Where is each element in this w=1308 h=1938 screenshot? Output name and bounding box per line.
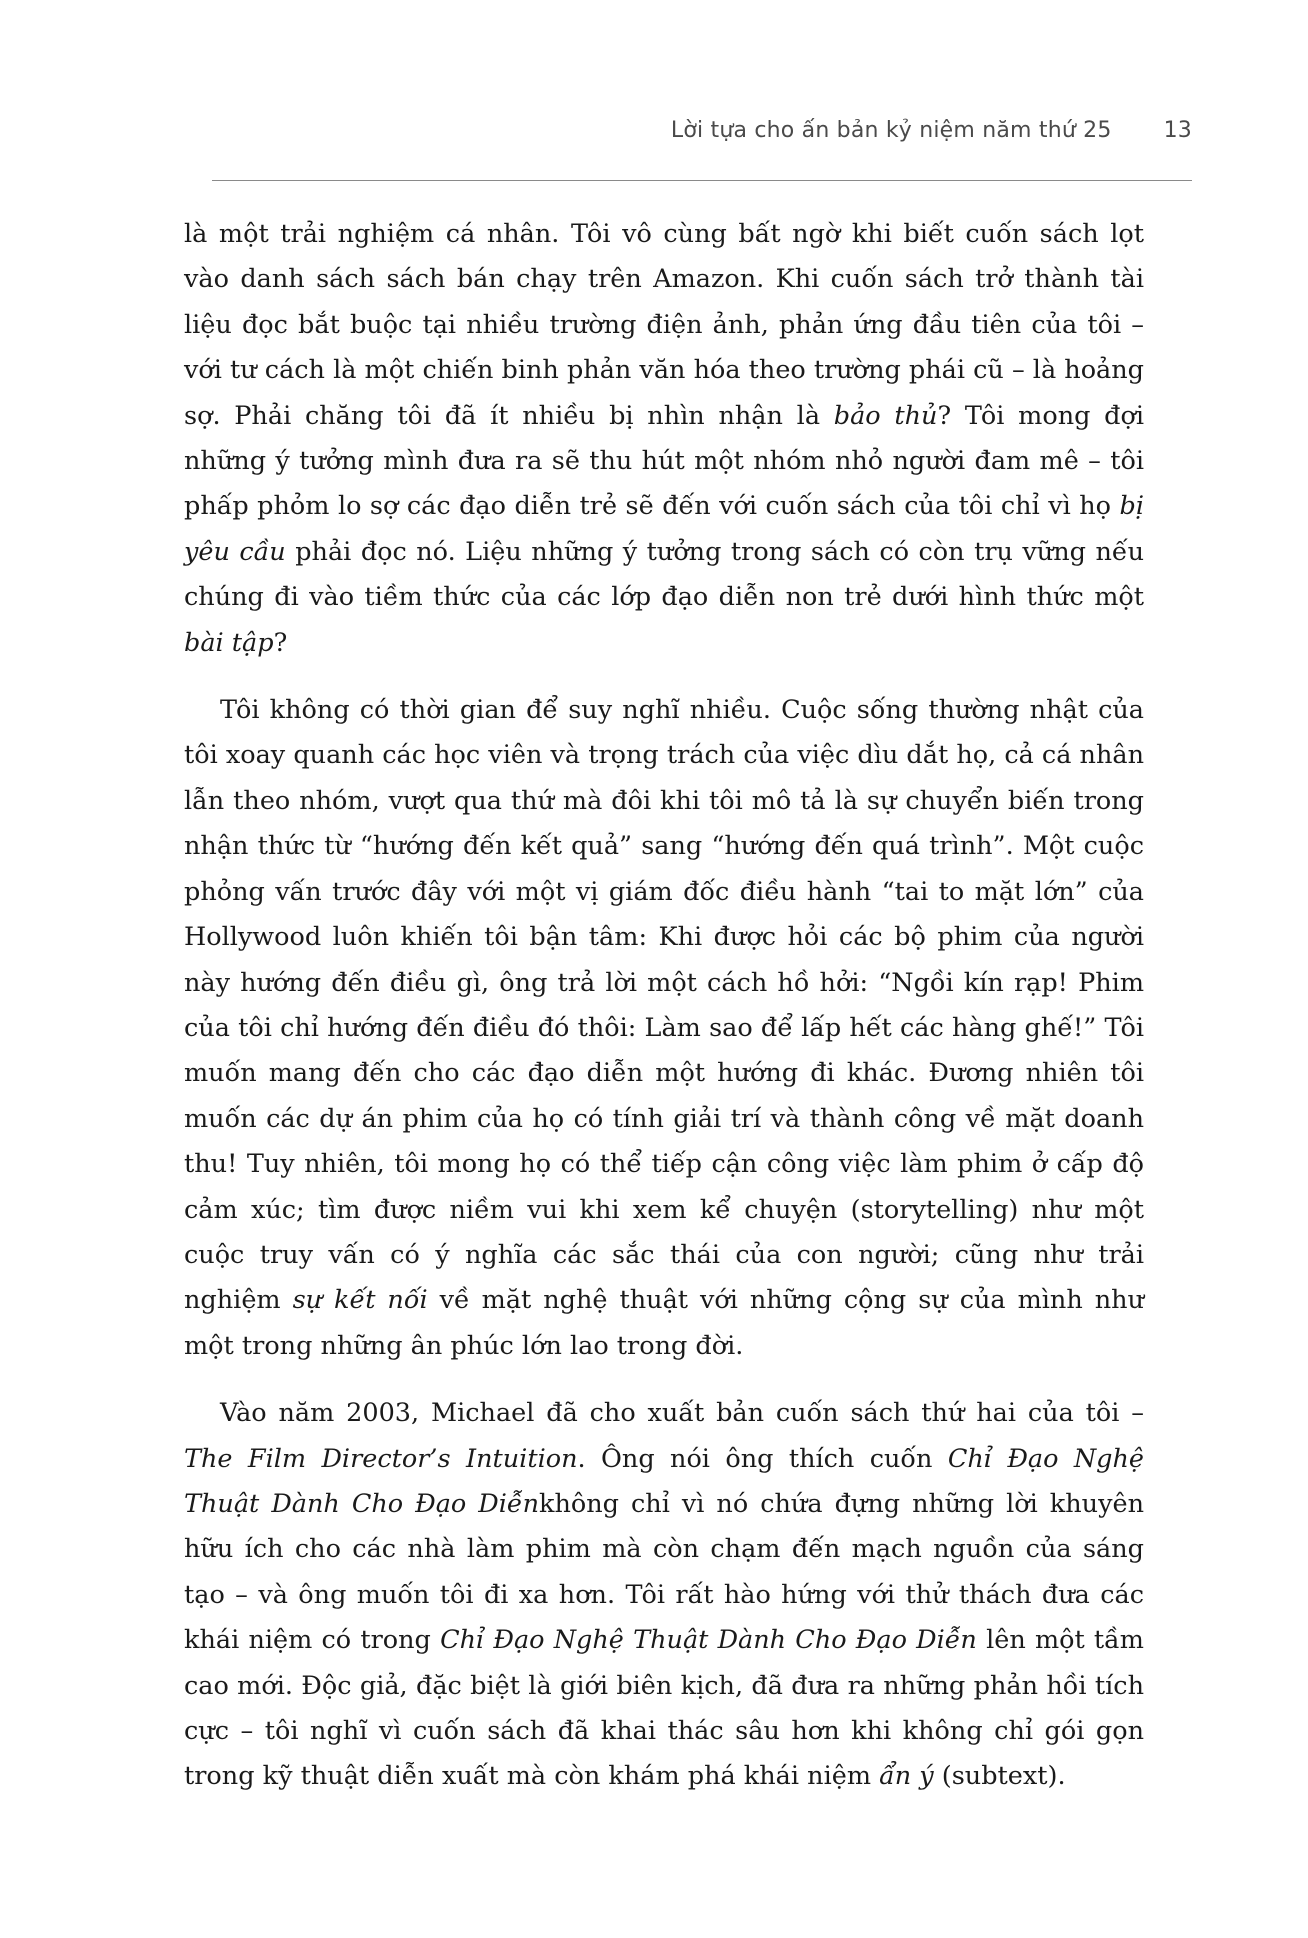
italic-text: sự kết nối	[292, 1285, 428, 1316]
page-number: 13	[1163, 118, 1192, 143]
text-run: Vào năm 2003, Michael đã cho xuất bản cuốn sách thứ hai của tôi –	[220, 1398, 1144, 1429]
text-run: là một trải nghiệm cá nhân. Tôi vô cùng bất ngờ khi biết cuốn sách lọt vào danh sách sách bán chạy trên Amazon. Khi cuốn sách trở thành tài liệu đọc bắt buộc tại nhiều trường điện ảnh, phản ứng đầu tiên của tôi – với tư cách là một chiến binh phản văn hóa theo trường phái cũ – là hoảng sợ. Phải chăng tôi đã ít nhiều bị nhìn nhận là	[184, 219, 1144, 431]
italic-text: ẩn ý	[879, 1761, 934, 1792]
text-run: không chỉ vì nó chứa đựng những lời khuyên hữu ích cho các nhà làm phim mà còn chạm đến mạch nguồn của sáng tạo – và ông muốn tôi đi xa hơn. Tôi rất hào hứng với thử thách đưa các khái niệm có trong	[184, 1488, 1144, 1656]
italic-text: Chỉ Đạo Nghệ Thuật Dành Cho Đạo Diễn	[184, 1443, 1144, 1519]
text-run: ?	[273, 627, 288, 658]
italic-text: bảo thủ	[833, 400, 938, 431]
paragraph-2	[184, 688, 1144, 1369]
text-run: . Ông nói ông thích cuốn	[577, 1443, 948, 1474]
text-run: lên một tầm cao mới. Độc giả, đặc biệt là giới biên kịch, đã đưa ra những phản hồi tích cực – tôi nghĩ vì cuốn sách đã khai thác sâu hơn khi không chỉ gói gọn trong kỹ thuật diễn xuất mà còn khám phá khái niệm	[184, 1625, 1144, 1792]
text-run: Tôi không có thời gian để suy nghĩ nhiều. Cuộc sống thường nhật của tôi xoay quanh các học viên và trọng trách của việc dìu dắt họ, cả cá nhân lẫn theo nhóm, vượt qua thứ mà đôi khi tôi mô tả là sự chuyển biến trong nhận thức từ “hướng đến kết quả” sang “hướng đến quá trình”. Một cuộc phỏng vấn trước đây với một vị giám đốc điều hành “tai to mặt lớn” của Hollywood luôn khiến tôi bận tâm: Khi được hỏi các bộ phim của người này hướng đến điều gì, ông trả lời một cách hồ hởi: “Ngồi kín rạp! Phim của tôi chỉ hướng đến điều đó thôi: Làm sao để lấp hết các hàng ghế!” Tôi muốn mang đến cho các đạo diễn một hướng đi khác. Đương nhiên tôi muốn các dự án phim của họ có tính giải trí và thành công về mặt doanh thu! Tuy nhiên, tôi mong họ có thể tiếp cận công việc làm phim ở cấp độ cảm xúc; tìm được niềm vui khi xem kể chuyện (storytelling) như một cuộc truy vấn có ý nghĩa các sắc thái của con người; cũng như trải nghiệm	[184, 695, 1144, 1316]
header-divider	[212, 180, 1192, 181]
italic-text: Chỉ Đạo Nghệ Thuật Dành Cho Đạo Diễn	[440, 1625, 977, 1656]
text-run: phải đọc nó. Liệu những ý tưởng trong sách có còn trụ vững nếu chúng đi vào tiềm thức của các lớp đạo diễn non trẻ dưới hình thức một	[184, 536, 1145, 613]
text-run: ? Tôi mong đợi những ý tưởng mình đưa ra sẽ thu hút một nhóm nhỏ người đam mê – tôi phấp phỏm lo sợ các đạo diễn trẻ sẽ đến với cuốn sách của tôi chỉ vì họ	[184, 400, 1145, 522]
italic-text: bài tập	[184, 627, 274, 658]
body-text	[184, 212, 1144, 1822]
paragraph-3	[184, 1391, 1144, 1800]
running-header-title: Lời tựa cho ấn bản kỷ niệm năm thứ 25	[670, 118, 1112, 143]
text-run: về mặt nghệ thuật với những cộng sự của mình như một trong những ân phúc lớn lao trong đời.	[184, 1285, 1145, 1361]
paragraph-1	[184, 212, 1144, 666]
running-header	[212, 118, 1192, 158]
italic-text: bị yêu cầu	[184, 491, 1144, 567]
text-run: (subtext).	[933, 1761, 1066, 1792]
italic-text: The Film Director’s Intuition	[184, 1443, 578, 1474]
